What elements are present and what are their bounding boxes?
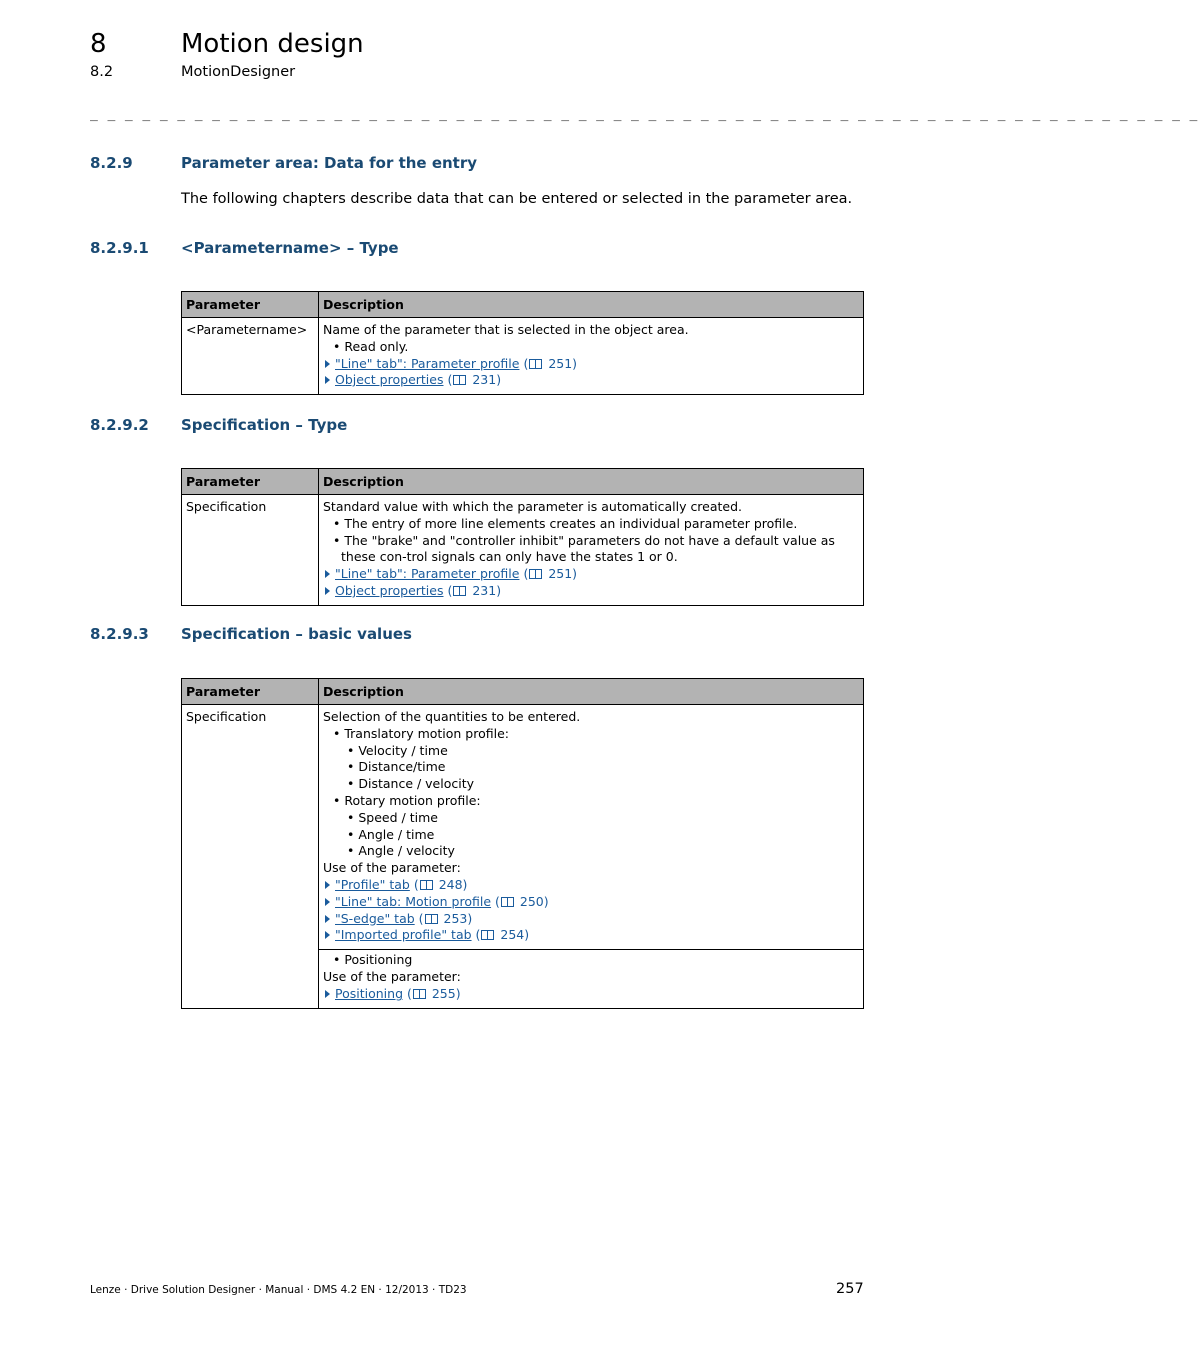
bullet-item: • Rotary motion profile: [333,792,481,808]
sub-bullet-item: • Angle / velocity [347,843,455,859]
column-header-parameter: Parameter [182,292,319,318]
table-row [182,495,864,606]
link-arrow-icon [325,570,330,578]
description-text: Selection of the quantities to be entered. [323,709,581,724]
link-arrow-icon [325,990,330,998]
parameter-cell [182,495,319,606]
header-separator: _ _ _ _ _ _ _ _ _ _ _ _ _ _ _ _ _ _ _ _ _ _ _ _ _ _ _ _ _ _ _ _ _ _ _ _ _ _ _ _ _ _ _ _ _ _ _ _ _ _ _ _ _ _ _ _ _ _ _ _ _ _ _ _ [90,107,1198,122]
bullet-item: • Translatory motion profile: [333,725,510,741]
cross-reference-link[interactable] [323,877,859,894]
heading-number: 8.2.9 [90,154,133,172]
page-reference[interactable]: 231) [472,372,502,388]
column-header-description: Description [319,469,864,495]
link-text[interactable]: Object properties [335,372,444,388]
column-header-parameter: Parameter [182,679,319,705]
description-text: Name of the parameter that is selected in the object area. [323,322,689,337]
cross-reference-link[interactable] [323,566,859,583]
parameter-cell [182,318,319,395]
link-text[interactable]: Positioning [335,985,403,1001]
book-icon [529,569,542,579]
description-text: Standard value with which the parameter is automatically created. [323,499,743,514]
usage-label: Use of the parameter: [323,968,461,984]
table-row [182,318,864,395]
page-reference[interactable]: 255) [431,985,461,1001]
page-reference[interactable]: 231) [472,582,502,598]
link-open: ( [447,372,453,388]
cross-reference-link[interactable] [323,894,859,911]
link-open: ( [447,582,453,598]
description-cell [319,705,864,950]
bullet-item: • The "brake" and "controller inhibit" parameters do not have a default value as these con-trol signals can only have the states 1 or 0. [333,532,835,565]
link-text[interactable]: "Imported profile" tab [335,927,472,943]
link-text[interactable]: "Profile" tab [335,876,410,892]
book-icon [453,375,466,385]
heading-title: <Parametername> – Type [181,239,399,257]
column-header-description: Description [319,679,864,705]
chapter-title: Motion design [181,29,364,59]
parameter-cell [182,705,319,1009]
column-header-description: Description [319,292,864,318]
book-icon [413,989,426,999]
link-text[interactable]: Object properties [335,582,444,598]
cross-reference-link[interactable] [323,372,859,389]
link-open: ( [418,910,424,926]
book-icon [529,359,542,369]
parameter-table [181,291,864,395]
cross-reference-link[interactable] [323,927,859,944]
cross-reference-link[interactable] [323,583,859,600]
link-arrow-icon [325,587,330,595]
cross-reference-link[interactable] [323,356,859,373]
parameter-name: Specification [186,499,267,514]
sub-bullet-item: • Distance / velocity [347,776,475,792]
description-cell [319,318,864,395]
link-open: ( [406,985,412,1001]
section-number: 8.2 [90,64,114,80]
page-reference[interactable]: 251) [548,566,578,582]
sub-bullet-item: • Angle / time [347,826,435,842]
heading-title: Parameter area: Data for the entry [181,154,478,172]
description-cell [319,950,864,1008]
page-reference[interactable]: 248) [438,876,468,892]
bullet-item: • Read only. [333,338,409,354]
description-cell [319,495,864,606]
chapter-number: 8 [90,29,107,59]
book-icon [453,586,466,596]
parameter-table [181,468,864,606]
link-arrow-icon [325,881,330,889]
link-open: ( [523,566,529,582]
book-icon [425,914,438,924]
link-arrow-icon [325,915,330,923]
link-arrow-icon [325,898,330,906]
sub-bullet-item: • Velocity / time [347,742,448,758]
page-number: 257 [836,1281,864,1297]
parameter-name: Specification [186,709,267,724]
link-open: ( [475,927,481,943]
heading-number: 8.2.9.1 [90,239,149,257]
link-open: ( [413,876,419,892]
page-reference[interactable]: 253) [443,910,473,926]
cross-reference-link[interactable] [323,986,859,1003]
bullet-item: • Positioning [333,952,413,968]
book-icon [481,930,494,940]
book-icon [501,897,514,907]
bullet-item: • The entry of more line elements creates an individual parameter profile. [333,515,798,531]
intro-paragraph: The following chapters describe data that can be entered or selected in the parameter area. [181,191,853,207]
link-open: ( [523,355,529,371]
heading-number: 8.2.9.2 [90,416,149,434]
table-row [182,705,864,950]
heading-number: 8.2.9.3 [90,625,149,643]
sub-bullet-item: • Distance/time [347,759,446,775]
cross-reference-link[interactable] [323,911,859,928]
book-icon [420,880,433,890]
section-title: MotionDesigner [181,64,296,80]
link-text[interactable]: "Line" tab": Parameter profile [335,355,520,371]
footer-text: Lenze · Drive Solution Designer · Manual · DMS 4.2 EN · 12/2013 · TD23 [90,1284,467,1296]
page-reference[interactable]: 254) [500,927,530,943]
sub-bullet-item: • Speed / time [347,809,438,825]
link-open: ( [495,893,500,909]
link-arrow-icon [325,360,330,368]
heading-title: Specification – basic values [181,625,412,643]
link-text[interactable]: "Line" tab": Parameter profile [335,566,520,582]
page-reference[interactable]: 251) [548,355,578,371]
link-text[interactable]: "Line" tab: Motion profile [335,893,492,909]
parameter-name: <Parametername> [186,322,308,337]
link-arrow-icon [325,376,330,384]
parameter-table [181,678,864,1009]
usage-label: Use of the parameter: [323,860,461,876]
link-text[interactable]: "S-edge" tab [335,910,415,926]
page-reference[interactable]: 250) [519,893,549,909]
column-header-parameter: Parameter [182,469,319,495]
heading-title: Specification – Type [181,416,348,434]
link-arrow-icon [325,931,330,939]
